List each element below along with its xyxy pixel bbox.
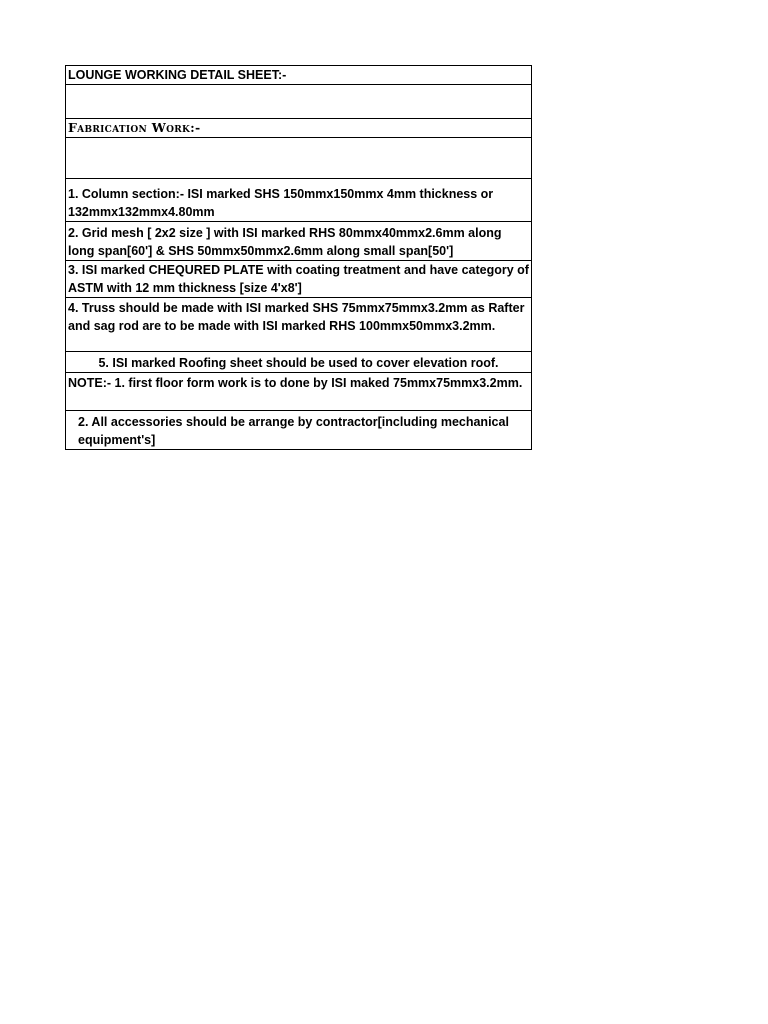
- item-row-5: [66, 352, 532, 373]
- item-text: 5. ISI marked Roofing sheet should be used to cover elevation roof.: [66, 352, 532, 373]
- fabrication-row: [66, 119, 532, 138]
- detail-sheet-table: [65, 65, 532, 450]
- note-row-2: [66, 411, 532, 450]
- empty-row: [66, 138, 532, 179]
- item-text: 3. ISI marked CHEQURED PLATE with coating treatment and have category of ASTM with 12 mm thickness [size 4'x8']: [66, 261, 532, 298]
- item-row-1: [66, 179, 532, 222]
- note-text: NOTE:- 1. first floor form work is to done by ISI maked 75mmx75mmx3.2mm.: [66, 373, 532, 411]
- title-row: [66, 66, 532, 85]
- note-row-1: [66, 373, 532, 411]
- item-row-2: [66, 222, 532, 261]
- item-text: 1. Column section:- ISI marked SHS 150mmx150mmx 4mm thickness or 132mmx132mmx4.80mm: [66, 179, 532, 222]
- fabrication-heading: Fabrication Work:-: [66, 119, 532, 138]
- sheet-title: LOUNGE WORKING DETAIL SHEET:-: [66, 66, 532, 85]
- item-text: 4. Truss should be made with ISI marked SHS 75mmx75mmx3.2mm as Rafter and sag rod are to be made with ISI marked RHS 100mmx50mmx3.2mm.: [66, 298, 532, 352]
- item-text: 2. Grid mesh [ 2x2 size ] with ISI marked RHS 80mmx40mmx2.6mm along long span[60'] & SHS 50mmx50mmx2.6mm along small span[50']: [66, 222, 532, 261]
- empty-row: [66, 85, 532, 119]
- empty-cell: [66, 138, 532, 179]
- note-text: 2. All accessories should be arrange by contractor[including mechanical equipment's]: [66, 411, 532, 450]
- item-row-4: [66, 298, 532, 352]
- item-row-3: [66, 261, 532, 298]
- empty-cell: [66, 85, 532, 119]
